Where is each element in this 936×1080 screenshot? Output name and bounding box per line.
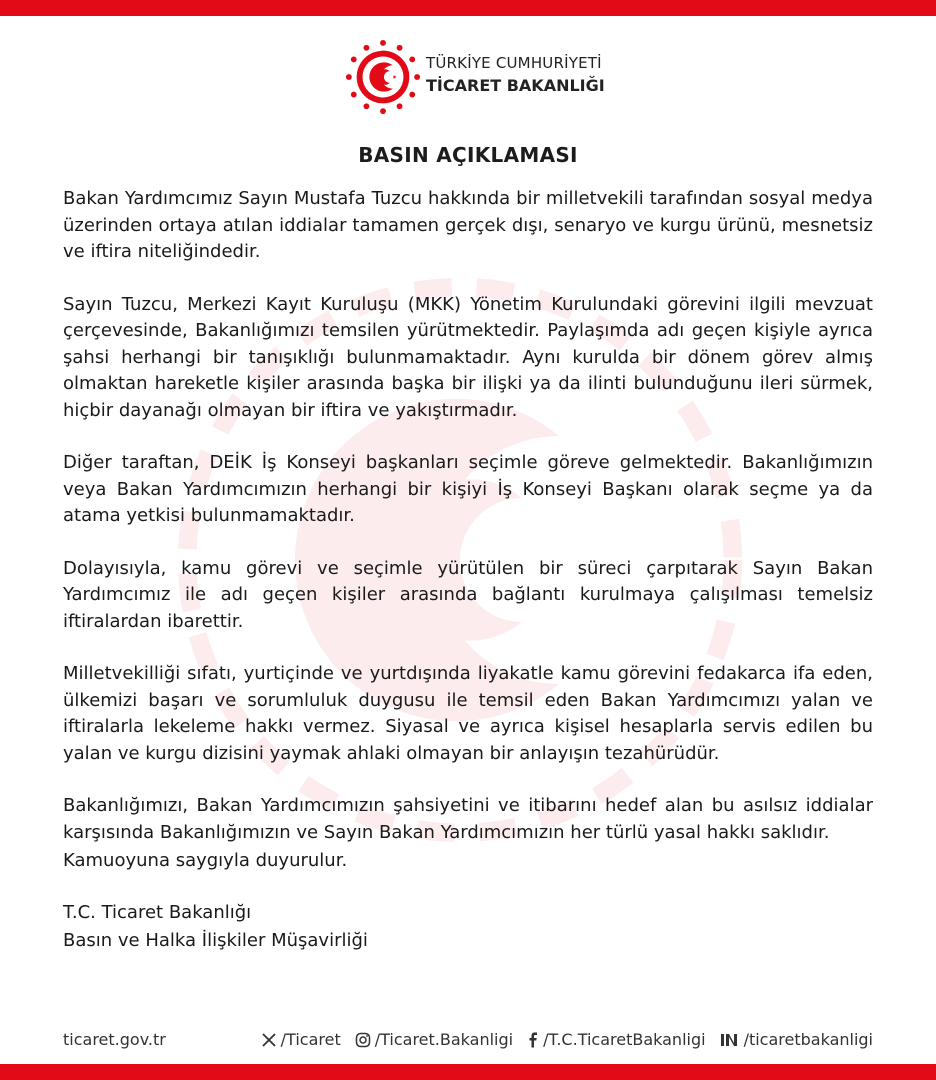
social-links <box>261 1030 873 1049</box>
nsosyal-handle: /ticaretbakanligi <box>743 1030 873 1049</box>
facebook-icon <box>527 1032 539 1048</box>
closing-line: Kamuoyuna saygıyla duyurulur. <box>63 850 348 871</box>
paragraph: Diğer taraftan, DEİK İş Konseyi başkanları seçimle göreve gelmektedir. Bakanlığımızın veya Bakan Yardımcımızın herhangi bir kişiyi İş Konseyi Başkanı olarak seçme ya da atama yetkisi bulunmamaktadır. <box>63 452 873 526</box>
signature <box>63 899 873 955</box>
footer <box>63 1028 873 1052</box>
org-line-2: TİCARET BAKANLIĞI <box>426 76 605 95</box>
x-handle: /Ticaret <box>280 1030 341 1049</box>
paragraph: Bakanlığımızı, Bakan Yardımcımızın şahsiyetini ve itibarını hedef alan bu asılsız iddialar karşısında Bakanlığımızın ve Sayın Bakan Yardımcımızın her türlü yasal hakkı saklıdır. <box>63 795 873 843</box>
paragraph: Bakan Yardımcımız Sayın Mustafa Tuzcu hakkında bir milletvekili tarafından sosyal medya üzerinden ortaya atılan iddialar tamamen gerçek dışı, senaryo ve kurgu ürünü, mesnetsiz ve iftira niteliğindedir. <box>63 188 873 262</box>
ministry-logo <box>344 38 605 120</box>
facebook-handle: /T.C.TicaretBakanligi <box>543 1030 706 1049</box>
instagram-link[interactable] <box>355 1030 513 1049</box>
bottom-red-bar <box>0 1064 936 1080</box>
paragraph: Dolayısıyla, kamu görevi ve seçimle yürütülen bir süreci çarpıtarak Sayın Bakan Yardımcımız ile adı geçen kişiler arasında bağlantı kurulmaya çalışılması temelsiz iftiralardan ibarettir. <box>63 557 873 632</box>
instagram-handle: /Ticaret.Bakanligi <box>374 1030 514 1049</box>
signature-line-2: Basın ve Halka İlişkiler Müşavirliği <box>63 929 368 951</box>
signature-line-1: T.C. Ticaret Bakanlığı <box>63 901 252 923</box>
instagram-icon <box>355 1032 371 1048</box>
ministry-emblem-icon <box>344 38 422 116</box>
website-link[interactable]: ticaret.gov.tr <box>63 1030 166 1049</box>
paragraph: Milletvekilliği sıfatı, yurtiçinde ve yurtdışında liyakatle kamu görevini fedakarca ifa eden, ülkemizi başarı ve sorumluluk duygusu ile temsil eden Bakan Yardımcımızı yalan ve iftiralarla lekeleme hakkı vermez. Siyasal ve ayrıca kişisel hesaplarla servis edilen bu yalan ve kurgu dizisini yaymak ahlaki olmayan bir anlayışın tezahürüdür. <box>63 663 873 764</box>
x-link[interactable] <box>261 1030 341 1049</box>
nsosyal-link[interactable] <box>720 1030 873 1049</box>
nsosyal-icon <box>720 1032 740 1048</box>
facebook-link[interactable] <box>527 1030 705 1049</box>
top-red-bar <box>0 0 936 16</box>
x-icon <box>261 1032 277 1048</box>
org-line-1: TÜRKİYE CUMHURİYETİ <box>426 54 602 72</box>
paragraph: Sayın Tuzcu, Merkezi Kayıt Kuruluşu (MKK) Yönetim Kurulundaki görevini ilgili mevzuat çerçevesinde, Bakanlığımızı temsilen yürütmektedir. Paylaşımda adı geçen kişiyle ayrıca şahsi herhangi bir tanışıklığı bulunmamaktadır. Aynı kurulda bir dönem görev almış olmaktan hareketle kişiler arasında başka bir ilişki ya da ilinti bulunduğunu ileri sürmek, hiçbir dayanağı olmayan bir iftira ve yakıştırmadır. <box>63 293 873 421</box>
document-title: BASIN AÇIKLAMASI <box>358 143 578 167</box>
document-body <box>63 186 873 955</box>
